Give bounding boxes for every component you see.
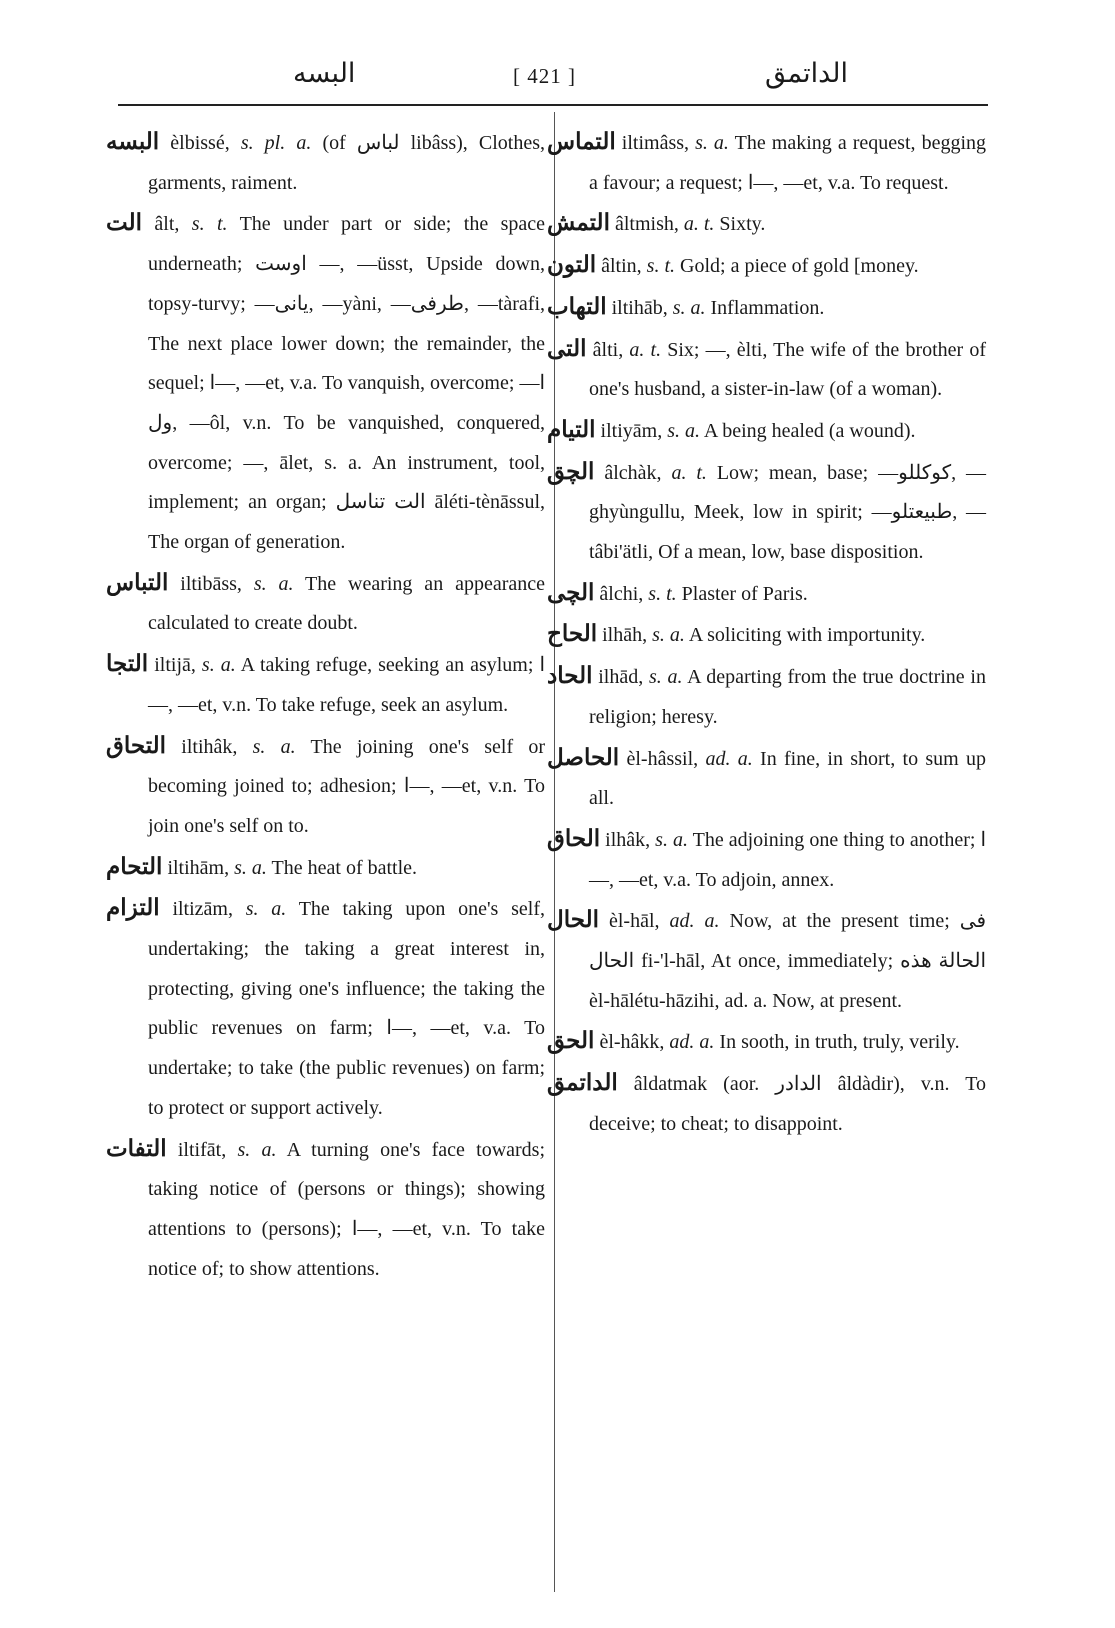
entry-arabic-headword: الحق bbox=[547, 1028, 595, 1054]
entry-transliteration: iltimâss, bbox=[621, 132, 690, 154]
entry-transliteration: âltmish, bbox=[614, 213, 679, 236]
entry-arabic-headword: التجا bbox=[106, 651, 149, 677]
dictionary-entry bbox=[547, 573, 986, 615]
entry-definition: A taking refuge, seeking an asylum; ا—, —et, v.n. To take refuge, seek an asylum. bbox=[148, 654, 545, 716]
left-column bbox=[106, 122, 546, 1289]
entry-arabic-headword: التحام bbox=[106, 853, 163, 879]
entry-definition: Now, at the present time; فی الحال fi-'l-hāl, At once, immediately; الحالة هذه èl-hālétu-hāzihi, ad. a. Now, at present. bbox=[589, 910, 987, 1012]
entry-transliteration: iltibāss, bbox=[180, 572, 242, 595]
dictionary-entry bbox=[547, 656, 986, 737]
entry-definition: The wearing an appearance calculated to create doubt. bbox=[148, 572, 545, 635]
entry-arabic-headword: التزام bbox=[106, 895, 160, 921]
entry-grammar: s. t. bbox=[648, 582, 677, 605]
entry-transliteration: ilhâk, bbox=[605, 828, 651, 851]
entry-grammar: s. a. bbox=[655, 828, 688, 851]
entry-arabic-headword: التی bbox=[547, 335, 587, 361]
entry-transliteration: âlt, bbox=[154, 213, 180, 236]
entry-definition: The taking upon one's self, undertaking; the taking a great interest in, protecting, giving one's influence; the taking the public revenues on farm; ا—, —et, v.a. To undertake; to take (the public revenues) on farm; to protect or support actively. bbox=[148, 898, 545, 1119]
entry-grammar: s. pl. a. bbox=[240, 132, 312, 154]
dictionary-entry bbox=[547, 900, 987, 1021]
entry-arabic-headword: الحاق bbox=[547, 825, 601, 851]
entry-grammar: s. a. bbox=[253, 572, 294, 595]
dictionary-entry bbox=[547, 738, 987, 819]
dictionary-entry bbox=[547, 1021, 986, 1063]
entry-definition: The joining one's self or becoming joined to; adhesion; ا—, —et, v.n. To join one's self on to. bbox=[148, 735, 545, 837]
entry-arabic-headword: التمش bbox=[547, 210, 610, 236]
dictionary-entry bbox=[547, 410, 986, 452]
dictionary-entry bbox=[106, 847, 545, 889]
dictionary-entry bbox=[106, 888, 545, 1128]
entry-grammar: ad. a. bbox=[705, 747, 753, 770]
entry-grammar: a. t. bbox=[683, 213, 715, 236]
entry-definition: Inflammation. bbox=[710, 296, 825, 319]
dictionary-entry bbox=[106, 726, 545, 847]
entry-arabic-headword: التون bbox=[547, 252, 597, 278]
entry-grammar: s. a. bbox=[672, 296, 706, 319]
entry-definition: Plaster of Paris. bbox=[681, 582, 808, 605]
entry-arabic-headword: التهاب bbox=[547, 293, 607, 319]
entry-grammar: s. a. bbox=[252, 735, 296, 758]
entry-transliteration: ilhāh, bbox=[602, 624, 648, 647]
entry-transliteration: èl-hâkk, bbox=[599, 1031, 665, 1054]
dictionary-entry bbox=[547, 287, 986, 329]
dictionary-entry bbox=[106, 563, 545, 644]
entry-transliteration: âlchàk, bbox=[604, 461, 662, 484]
header-left-catchword: البسه bbox=[293, 58, 356, 88]
entry-grammar: ad. a. bbox=[669, 910, 720, 933]
entry-transliteration: iltihām, bbox=[167, 856, 230, 879]
entry-arabic-headword: الت bbox=[106, 210, 142, 236]
entry-arabic-headword: الچی bbox=[547, 579, 595, 605]
entry-arabic-headword: التماس bbox=[547, 129, 616, 154]
entry-grammar: a. t. bbox=[629, 338, 662, 361]
entry-transliteration: ilhād, bbox=[598, 666, 644, 689]
entry-grammar: s. a. bbox=[667, 419, 700, 442]
running-header bbox=[118, 58, 988, 102]
entry-transliteration: iltijā, bbox=[154, 654, 196, 677]
entry-arabic-headword: التفات bbox=[106, 1135, 167, 1161]
entry-arabic-headword: الچق bbox=[547, 458, 595, 484]
dictionary-entry bbox=[547, 1063, 987, 1144]
entry-transliteration: âldatmak bbox=[633, 1073, 708, 1096]
entry-grammar: s. t. bbox=[191, 213, 228, 236]
entry-definition: A departing from the true doctrine in religion; heresy. bbox=[589, 666, 986, 728]
header-right-catchword: الداتمق bbox=[764, 58, 848, 88]
entry-arabic-headword: الحاح bbox=[547, 621, 598, 647]
dictionary-entry bbox=[106, 644, 545, 725]
entry-grammar: a. t. bbox=[671, 461, 707, 484]
entry-definition: (aor. الدادر âldàdir), v.n. To deceive; to cheat; to disappoint. bbox=[589, 1073, 987, 1135]
entry-grammar: ad. a. bbox=[669, 1031, 715, 1054]
entry-grammar: s. a. bbox=[695, 132, 729, 154]
entry-definition: The making a request, begging a favour; a request; ا—, —et, v.a. To request. bbox=[589, 132, 987, 194]
entry-arabic-headword: التیام bbox=[547, 416, 596, 442]
entry-definition: The heat of battle. bbox=[271, 856, 418, 879]
dictionary-entry bbox=[547, 819, 987, 900]
entry-definition: The adjoining one thing to another; ا—, —et, v.a. To adjoin, annex. bbox=[589, 828, 987, 891]
entry-transliteration: âlchi, bbox=[599, 582, 644, 605]
entry-grammar: s. a. bbox=[245, 898, 287, 921]
entry-arabic-headword: التباس bbox=[106, 569, 169, 595]
entry-definition: A soliciting with importunity. bbox=[688, 624, 926, 647]
page-number: [ 421 ] bbox=[513, 64, 576, 88]
entry-arabic-headword: الداتمق bbox=[547, 1070, 618, 1096]
dictionary-entry bbox=[547, 203, 986, 245]
entry-definition: Six; —, èlti, The wife of the brother of one's husband, a sister-in-law (of a woman). bbox=[589, 338, 987, 401]
header-rule bbox=[118, 104, 988, 106]
entry-grammar: s. a. bbox=[649, 666, 683, 689]
entry-transliteration: iltihāb, bbox=[611, 296, 668, 319]
entry-arabic-headword: التحاق bbox=[106, 732, 167, 758]
entry-transliteration: iltiyām, bbox=[600, 419, 663, 442]
entry-transliteration: èl-hāl, bbox=[608, 910, 660, 933]
dictionary-entry bbox=[547, 329, 987, 410]
entry-definition: (of لباس libâss), Clothes, garments, raiment. bbox=[148, 132, 546, 194]
entry-definition: Low; mean, base; —کوکللو, —ghyùngullu, Meek, low in spirit; —طبیعتلو, —tâbi'ätli, Of a mean, low, base disposition. bbox=[589, 461, 987, 564]
dictionary-entry bbox=[547, 452, 987, 573]
entry-definition: Gold; a piece of gold [money. bbox=[680, 255, 919, 278]
entry-grammar: s. a. bbox=[201, 654, 236, 677]
entry-transliteration: iltizām, bbox=[172, 898, 233, 921]
entry-grammar: s. a. bbox=[234, 856, 267, 879]
entry-definition: The under part or side; the space underneath; اوست —, —üsst, Upside down, topsy-turvy; —یانی, —yàni, —طرفی, —tàrafi, The next place lower down; the remainder, the sequel; ا—, —et, v.a. To vanquish, overcome; ا—ول, —ôl, v.n. To be vanquished, conquered, overcome; —, ālet, s. a. An instrument, tool, implement; an organ; الت تناسل āléti-tènāssul, The organ of generation. bbox=[148, 213, 546, 554]
entry-arabic-headword: البسه bbox=[106, 129, 160, 154]
dictionary-entry bbox=[547, 245, 986, 287]
dictionary-entry bbox=[106, 1129, 546, 1290]
entry-arabic-headword: الحال bbox=[547, 907, 599, 933]
entry-grammar: s. a. bbox=[652, 624, 685, 647]
dictionary-entry bbox=[106, 203, 546, 562]
entry-definition: A being healed (a wound). bbox=[703, 419, 916, 442]
dictionary-entry bbox=[547, 614, 986, 656]
entry-transliteration: iltifāt, bbox=[177, 1138, 227, 1161]
entry-transliteration: iltihâk, bbox=[181, 735, 238, 758]
entry-transliteration: âltin, bbox=[601, 255, 642, 278]
entry-arabic-headword: الحاد bbox=[547, 663, 593, 689]
entry-definition: Sixty. bbox=[719, 213, 766, 236]
entry-transliteration: âlti, bbox=[592, 338, 624, 361]
entry-definition: In sooth, in truth, truly, verily. bbox=[719, 1031, 960, 1054]
entry-grammar: s. t. bbox=[646, 255, 676, 278]
dictionary-entry bbox=[547, 122, 987, 203]
entry-grammar: s. a. bbox=[237, 1138, 277, 1161]
entry-transliteration: èl-hâssil, bbox=[626, 747, 699, 770]
right-column bbox=[547, 122, 987, 1145]
entry-arabic-headword: الحاصل bbox=[547, 744, 620, 770]
dictionary-entry bbox=[106, 122, 546, 203]
entry-definition: A turning one's face towards; taking notice of (persons or things); showing attentions to (persons); ا—, —et, v.n. To take notice of; to show attentions. bbox=[148, 1138, 546, 1280]
entry-transliteration: èlbissé, bbox=[170, 132, 230, 154]
entry-definition: In fine, in short, to sum up all. bbox=[589, 747, 987, 810]
